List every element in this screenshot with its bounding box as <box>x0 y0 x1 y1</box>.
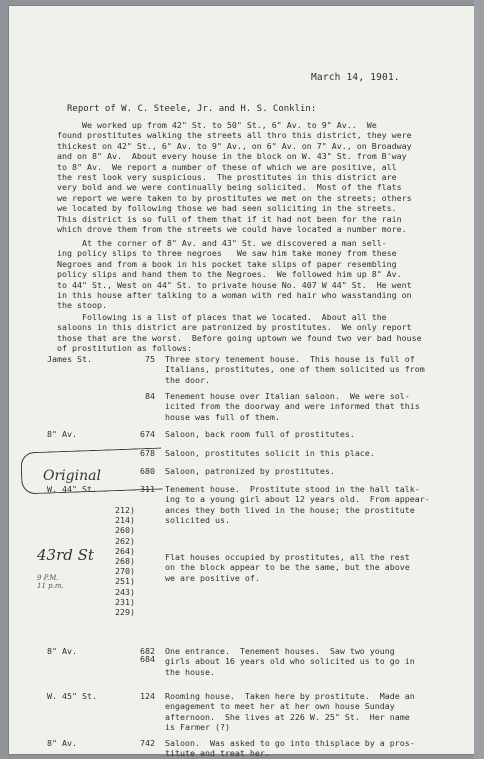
text-line: Negroes and from a book in his pocket take slips of paper resembling <box>57 258 397 269</box>
entry-number: 124 <box>140 691 155 701</box>
flat-number: 251) <box>115 576 135 587</box>
entry-number: 84 <box>145 391 155 401</box>
text-line: icited from the doorway and were informed that this <box>165 401 420 412</box>
flat-number: 262) <box>115 535 135 546</box>
entry-number: 311 <box>140 484 155 494</box>
text-line: afternoon. She lives at 226 W. 25" St. Her name <box>165 711 410 722</box>
text-line: we located by following those we had seen soliciting in the streets. <box>57 203 397 214</box>
text-line: This district is so full of them that if it had not been for the rain <box>57 213 402 224</box>
entry-number: 742 <box>140 738 155 748</box>
text-line: the stoop. <box>57 300 107 311</box>
text-line: on the block appear to be the same, but the above <box>165 562 410 573</box>
text-line: the door. <box>165 374 210 385</box>
flat-house-numbers <box>115 505 135 617</box>
entry-description <box>165 429 465 439</box>
entry-description <box>165 738 465 759</box>
handwritten-original-note: Original <box>43 468 101 484</box>
entry-street: 8" Av. <box>47 738 77 748</box>
text-line: policy slips and hand them to the Negroes. We followed him up 8" Av. <box>57 269 402 280</box>
handwritten-time-note <box>37 574 64 590</box>
text-line: to 44" St., West on 44" St. to private house No. 407 W 44" St. He went <box>57 279 412 290</box>
flat-number: 260) <box>115 525 135 536</box>
text-line: of prostitution as follows: <box>57 343 192 354</box>
entry-street: 8" Av. <box>47 429 77 439</box>
flat-number: 229) <box>115 607 135 618</box>
entry-street: James St. <box>47 354 92 364</box>
text-line: Saloon, patronized by prostitutes. <box>165 466 335 476</box>
text-line: very bold and we were continually being solicited. Most of the flats <box>57 182 402 193</box>
flat-number: 231) <box>115 596 135 607</box>
entry-street: 8" Av. <box>47 646 77 656</box>
text-line: those that are the worst. Before going uptown we found two ver bad house <box>57 332 422 343</box>
text-line: Saloon. Was asked to go into thisplace by a pros- <box>165 738 415 748</box>
text-line: house was full of them. <box>165 411 280 422</box>
text-line: ing policy slips to three negroes We saw him take money from these <box>57 248 397 259</box>
text-line: which drove them from the streets we could have located a number more. <box>57 224 407 235</box>
document-page <box>9 6 475 759</box>
text-line: Flat houses occupied by prostitutes, all the rest <box>165 552 410 562</box>
text-line: in this house after talking to a woman with red hair who wasstanding on <box>57 290 412 301</box>
text-line: saloons in this district are patronized by prostitutes. We only report <box>57 322 412 333</box>
text-line: we report we were taken to by prostitutes we met on the streets; others <box>57 192 412 203</box>
text-line: girls about 16 years old who solicited us to go in <box>165 656 415 667</box>
text-line: we are positive of. <box>165 572 260 583</box>
text-line: solicited us. <box>165 515 230 526</box>
entry-description <box>165 448 465 458</box>
text-line: Saloon, prostitutes solicit in this place. <box>165 448 375 458</box>
entry-number: 75 <box>145 354 155 364</box>
handwritten-line: 11 p.m. <box>37 582 64 590</box>
text-line: We worked up from 42" St. to 50" St., 6" Av. to 9" Av.. We <box>57 120 377 130</box>
text-line: Saloon, back room full of prostitutes. <box>165 429 355 439</box>
flat-number: 270) <box>115 566 135 577</box>
entry-description <box>165 391 465 422</box>
text-line: Rooming house. Taken here by prostitute. Made an <box>165 691 415 701</box>
text-line: One entrance. Tenement houses. Saw two young <box>165 646 395 656</box>
flat-number: 268) <box>115 556 135 567</box>
text-line: Three story tenement house. This house is full of <box>165 354 415 364</box>
handwritten-street-note: 43rd St <box>37 546 94 564</box>
text-line: and on 8" Av. About every house in the block on W. 43" St. from B'way <box>57 151 407 162</box>
entry-description <box>165 354 465 385</box>
flat-number: 214) <box>115 515 135 526</box>
entry-number: 678 <box>140 448 155 458</box>
page-edge-shadow <box>474 0 484 759</box>
entry-number: 674 <box>140 429 155 439</box>
text-line: the house. <box>165 666 215 677</box>
handwritten-line: 9 P.M. <box>37 574 59 582</box>
entry-description <box>165 646 465 677</box>
entry-street: W. 44" St. <box>47 484 97 494</box>
paragraph-list-intro <box>57 312 462 354</box>
report-date: March 14, 1901. <box>311 72 400 83</box>
entry-description <box>165 691 465 733</box>
entry-description <box>165 466 465 476</box>
entry-description <box>165 484 465 526</box>
text-line: Italians, prostitutes, one of them solicited us from <box>165 364 425 375</box>
text-line: is Farmer (?) <box>165 722 230 733</box>
text-line: ing to a young girl about 12 years old. From appear- <box>165 494 430 505</box>
text-line: Tenement house. Prostitute stood in the hall talk- <box>165 484 420 494</box>
flat-number: 264) <box>115 545 135 556</box>
text-line: engagement to meet her at her own house Sunday <box>165 701 395 712</box>
report-heading: Report of W. C. Steele, Jr. and H. S. Conklin: <box>67 104 317 114</box>
paragraph-district <box>57 120 462 234</box>
flat-number: 243) <box>115 586 135 597</box>
entry-number: 682 <box>140 646 155 656</box>
paragraph-policy-slips <box>57 238 462 311</box>
text-line: ances they both lived in the house; the prostitute <box>165 504 415 515</box>
text-line: Following is a list of places that we located. About all the <box>57 312 387 322</box>
text-line: thickest on 42" St., 6" Av. to 9" Av., on 6" Av. on 7" Av., on Broadway <box>57 140 412 151</box>
flat-number: 212) <box>115 505 135 515</box>
entry-number: 680 <box>140 466 155 476</box>
entry-number: 684 <box>140 654 155 664</box>
text-line: the rest look very suspicious. The prostitutes in this district are <box>57 172 397 183</box>
entry-street: W. 45" St. <box>47 691 97 701</box>
text-line: found prostitutes walking the streets all thro this district, they were <box>57 130 412 141</box>
text-line: to 8" Av. We report a number of these of which we are positive, all <box>57 161 397 172</box>
entry-description <box>165 552 465 583</box>
text-line: At the corner of 8" Av. and 43" St. we discovered a man sell- <box>57 238 387 248</box>
text-line: Tenement house over Italian saloon. We were sol- <box>165 391 410 401</box>
text-line: titute and treat her. <box>165 748 270 759</box>
